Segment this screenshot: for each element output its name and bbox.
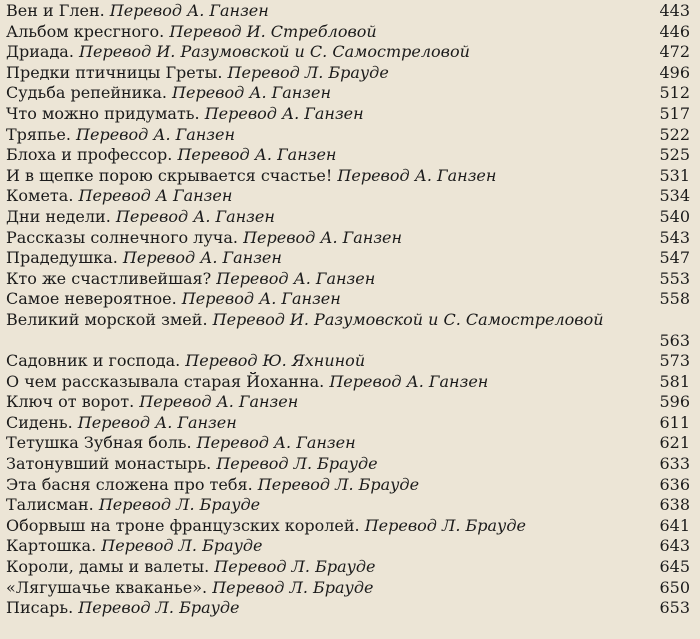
entry-title: Короли, дамы и валеты. [6, 557, 210, 577]
entry-translator: Перевод Л. Брауде [78, 598, 240, 618]
toc-entry [0, 516, 700, 537]
toc-entry-text [6, 351, 646, 372]
entry-title: Великий морской змей. [6, 309, 208, 329]
toc-entry-text [6, 433, 646, 454]
entry-page-number: 563 [659, 330, 690, 350]
entry-page-number: 525 [659, 145, 690, 165]
toc-entry-text [6, 598, 646, 619]
entry-translator: Перевод Л. Брауде [216, 454, 378, 474]
entry-title: Сидень. [6, 412, 73, 432]
toc-entry [0, 42, 700, 63]
toc-entry [0, 536, 700, 557]
entry-title: Дни недели. [6, 206, 111, 226]
entry-translator: Перевод Ю. Яхниной [185, 351, 366, 371]
toc-entry-text [6, 454, 646, 475]
entry-page-number: 596 [659, 392, 690, 412]
entry-page-number: 547 [659, 248, 690, 268]
entry-title: Кто же счастливейшая? [6, 268, 212, 288]
toc-entry [0, 22, 700, 43]
toc-entry [0, 1, 700, 22]
entry-page-number: 581 [659, 371, 690, 391]
toc-entry-text [6, 248, 646, 269]
entry-page-number: 636 [659, 474, 690, 494]
entry-page-number: 611 [659, 412, 690, 432]
toc-entry [0, 454, 700, 475]
toc-entry-text [6, 475, 646, 496]
entry-page-number: 443 [659, 1, 690, 20]
toc-entry [0, 413, 700, 434]
entry-title: «Лягушачье кваканье». [6, 577, 208, 597]
entry-title: Комета. [6, 186, 74, 206]
toc-entry-text [6, 186, 646, 207]
toc-entry [0, 228, 700, 249]
toc-entry-text [6, 207, 646, 228]
toc-entry [0, 186, 700, 207]
entry-translator: Перевод Л. Брауде [98, 495, 261, 515]
entry-translator: Перевод А. Ганзен [115, 206, 275, 226]
entry-title: Садовник и господа. [6, 351, 181, 371]
entry-title: Вен и Глен. [6, 1, 105, 20]
entry-translator: Перевод А. Ганзен [139, 392, 299, 412]
toc-entry [0, 289, 700, 310]
toc-entry [0, 63, 700, 84]
entry-title: Картошка. [6, 536, 97, 556]
toc-entry [0, 392, 700, 413]
entry-title: Самое невероятное. [6, 289, 177, 309]
toc-entry-text [6, 63, 646, 84]
entry-title: Блоха и профессор. [6, 145, 173, 165]
toc-entry-text [6, 145, 646, 166]
entry-page-number: 496 [659, 62, 690, 82]
toc-entry [0, 166, 700, 187]
entry-title: Альбом кресгного. [6, 21, 165, 41]
entry-page-number: 621 [659, 433, 690, 453]
entry-translator: Перевод Л. Брауде [257, 474, 420, 494]
toc-entry-text [6, 536, 646, 557]
toc-entry-text [6, 83, 646, 104]
toc-entry-text [6, 42, 646, 63]
toc-entry [0, 351, 700, 372]
entry-page-number: 517 [659, 103, 690, 123]
entry-translator: Перевод А. Ганзен [243, 227, 403, 247]
toc-entry [0, 125, 700, 146]
toc-entry [0, 475, 700, 496]
toc-entry [0, 104, 700, 125]
entry-translator: Перевод Л. Брауде [214, 557, 376, 577]
toc-entry [0, 557, 700, 578]
toc-entry-text [6, 413, 646, 434]
entry-title: О чем рассказывала старая Йоханна. [6, 371, 325, 391]
entry-page-number: 540 [659, 206, 690, 226]
toc-entry [0, 433, 700, 454]
entry-page-number: 543 [659, 227, 690, 247]
entry-title: Оборвыш на троне французских королей. [6, 515, 360, 535]
entry-page-number: 534 [659, 186, 690, 206]
toc-entry [0, 269, 700, 290]
entry-page-number: 522 [659, 124, 690, 144]
toc-entry-text [6, 228, 646, 249]
toc-entry-text [6, 310, 646, 351]
entry-title: Затонувший монастырь. [6, 454, 212, 474]
entry-title: Писарь. [6, 598, 74, 618]
entry-translator: Перевод И. Разумовской и С. Самостреловой [79, 42, 470, 62]
entry-translator: Перевод И. Разумовской и С. Самостреловой [212, 309, 604, 329]
entry-page-number: 638 [659, 495, 690, 515]
toc-entry-text [6, 1, 646, 22]
entry-page-number: 633 [659, 454, 690, 474]
entry-title: Рассказы солнечного луча. [6, 227, 238, 247]
entry-page-number: 573 [659, 351, 690, 371]
entry-page-number: 643 [659, 536, 690, 556]
entry-translator: Перевод А. Ганзен [196, 433, 356, 453]
entry-translator: Перевод А. Ганзен [181, 289, 341, 309]
toc-entry [0, 310, 700, 351]
toc-entry-text [6, 104, 646, 125]
entry-page-number: 653 [659, 598, 690, 618]
entry-title: И в щепке порою скрывается счастье! [6, 165, 333, 185]
entry-title: Что можно придумать. [6, 103, 200, 123]
toc-entry [0, 372, 700, 393]
toc-entry-text [6, 289, 646, 310]
toc-entry-text [6, 269, 646, 290]
toc-entry-text [6, 392, 646, 413]
entry-translator: Перевод Л. Брауде [101, 536, 263, 556]
entry-page-number: 512 [659, 83, 690, 103]
toc-entry-text [6, 495, 646, 516]
entry-page-number: 645 [659, 557, 690, 577]
entry-translator: Перевод А. Ганзен [172, 83, 332, 103]
toc-entry [0, 207, 700, 228]
entry-title: Дриада. [6, 42, 74, 62]
entry-page-number: 558 [659, 289, 690, 309]
toc-entry [0, 495, 700, 516]
entry-translator: Перевод А. Ганзен [122, 248, 282, 268]
entry-translator: Перевод Л. Брауде [227, 62, 389, 82]
entry-title: Прадедушка. [6, 248, 118, 268]
entry-title: Ключ от ворот. [6, 392, 135, 412]
entry-translator: Перевод А. Ганзен [337, 165, 497, 185]
toc-entry-text [6, 557, 646, 578]
toc-entry [0, 598, 700, 619]
entry-page-number: 531 [659, 165, 690, 185]
entry-translator: Перевод А. Ганзен [329, 371, 489, 391]
toc-entry-text [6, 578, 646, 599]
entry-title: Талисман. [6, 495, 94, 515]
entry-translator: Перевод А. Ганзен [77, 412, 237, 432]
toc-entry [0, 145, 700, 166]
toc-entry [0, 248, 700, 269]
entry-page-number: 553 [659, 268, 690, 288]
entry-translator: Перевод А. Ганзен [76, 124, 236, 144]
toc-entry-text [6, 125, 646, 146]
toc-entry-text [6, 166, 646, 187]
entry-title: Тетушка Зубная боль. [6, 433, 192, 453]
entry-translator: Перевод А. Ганзен [177, 145, 337, 165]
entry-translator: Перевод Л. Брауде [364, 515, 526, 535]
entry-translator: Перевод Л. Брауде [212, 577, 374, 597]
entry-page-number: 641 [659, 515, 690, 535]
entry-title: Предки птичницы Греты. [6, 62, 223, 82]
entry-page-number: 446 [659, 21, 690, 41]
entry-translator: Перевод А. Ганзен [204, 103, 364, 123]
entry-page-number: 472 [659, 42, 690, 62]
toc-entry [0, 83, 700, 104]
entry-translator: Перевод А. Ганзен [216, 268, 376, 288]
entry-title: Судьба репейника. [6, 83, 167, 103]
entry-title: Тряпье. [6, 124, 71, 144]
toc-entry-text [6, 22, 646, 43]
toc-entry-text [6, 516, 646, 537]
entry-translator: Перевод А Ганзен [78, 186, 233, 206]
toc-entry-text [6, 372, 646, 393]
toc-entry [0, 578, 700, 599]
entry-translator: Перевод А. Ганзен [109, 1, 269, 20]
entry-page-number: 650 [659, 577, 690, 597]
entry-title: Эта басня сложена про тебя. [6, 474, 253, 494]
entry-translator: Перевод И. Стребловой [169, 21, 377, 41]
